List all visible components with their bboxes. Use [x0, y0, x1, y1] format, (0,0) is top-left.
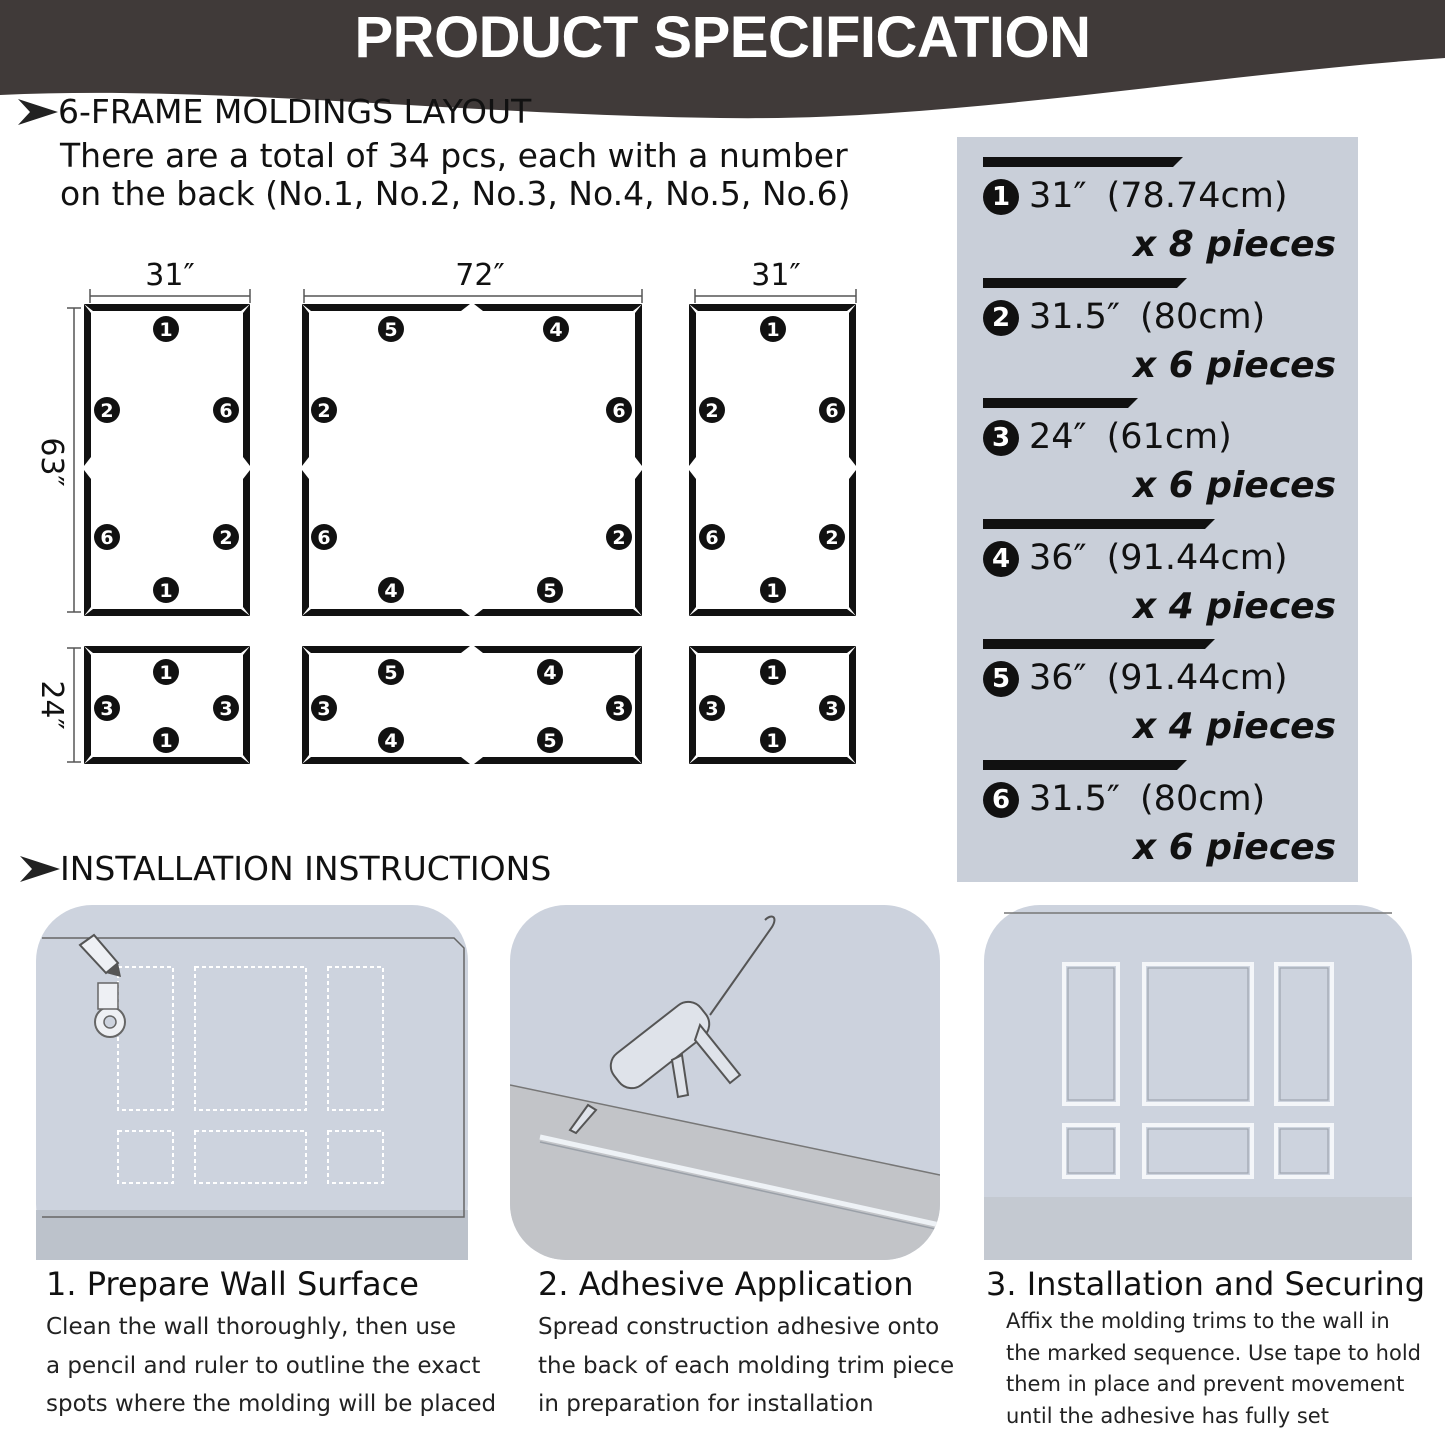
step3-desc-line: the marked sequence. Use tape to hold: [1006, 1338, 1421, 1370]
step3-title: 3. Installation and Securing: [986, 1265, 1425, 1303]
step1-title: 1. Prepare Wall Surface: [46, 1265, 419, 1303]
molding-piece: [302, 757, 470, 764]
svg-text:1: 1: [766, 319, 779, 341]
molding-piece: [302, 646, 470, 653]
molding-piece: [243, 470, 250, 616]
svg-text:4: 4: [384, 580, 397, 602]
molding-piece: [849, 470, 856, 616]
spec-length-bar: [983, 519, 1205, 529]
svg-text:2: 2: [825, 527, 838, 549]
step3-desc-line: Affix the molding trims to the wall in: [1006, 1306, 1421, 1338]
spec-size: 31.5″: [1029, 297, 1120, 337]
step2-desc-line: the back of each molding trim piece: [538, 1347, 954, 1386]
step2-description: [538, 1308, 954, 1424]
piece-number-badge: [543, 316, 569, 342]
svg-text:3: 3: [317, 698, 330, 720]
spec-number-badge: 3: [983, 420, 1019, 456]
layout-intro-line2: on the back (No.1, No.2, No.3, No.4, No.5, No.6): [60, 174, 851, 213]
step1-desc-line: Clean the wall thoroughly, then use: [46, 1308, 496, 1347]
piece-number-badge: [153, 577, 179, 603]
molding-piece: [689, 304, 856, 311]
page-title: PRODUCT SPECIFICATION: [0, 4, 1445, 71]
step1-illustration: [36, 905, 468, 1260]
molding-piece: [302, 646, 309, 764]
spec-size: 36″: [1029, 658, 1087, 698]
piece-number-badge: [94, 695, 120, 721]
step1-desc-line: a pencil and ruler to outline the exact: [46, 1347, 496, 1386]
piece-number-badge: [699, 695, 725, 721]
install-heading: [20, 849, 551, 888]
piece-number-badge: [760, 316, 786, 342]
molding-piece: [84, 646, 91, 764]
piece-number-badge: [153, 316, 179, 342]
step2-desc-line: Spread construction adhesive onto: [538, 1308, 954, 1347]
spec-length-bar: [983, 398, 1128, 408]
svg-text:2: 2: [317, 400, 330, 422]
svg-text:6: 6: [100, 527, 113, 549]
piece-number-badge: [760, 577, 786, 603]
molding-piece: [689, 609, 856, 616]
piece-number-badge: [537, 727, 563, 753]
spec-panel: [957, 137, 1358, 882]
step1-desc-line: spots where the molding will be placed: [46, 1385, 496, 1424]
step2-title: 2. Adhesive Application: [538, 1265, 913, 1303]
svg-text:1: 1: [766, 730, 779, 752]
install-heading-text: INSTALLATION INSTRUCTIONS: [60, 849, 551, 888]
molding-piece: [849, 646, 856, 764]
spec-item-size: [983, 658, 1287, 698]
svg-text:6: 6: [705, 527, 718, 549]
piece-number-badge: [378, 659, 404, 685]
spec-number-badge: 1: [983, 179, 1019, 215]
svg-text:1: 1: [159, 580, 172, 602]
svg-text:4: 4: [549, 319, 562, 341]
step3-illustration: [984, 905, 1412, 1260]
spec-length-bar: [983, 639, 1205, 649]
spec-size: 36″: [1029, 538, 1087, 578]
svg-text:1: 1: [159, 319, 172, 341]
svg-text:3: 3: [100, 698, 113, 720]
piece-number-badge: [213, 397, 239, 423]
molding-piece: [635, 304, 642, 466]
spec-number-badge: 4: [983, 541, 1019, 577]
svg-text:3: 3: [825, 698, 838, 720]
spec-length-bar: [983, 157, 1173, 167]
piece-number-badge: [94, 524, 120, 550]
spec-size: 31.5″: [1029, 779, 1120, 819]
piece-number-badge: [606, 695, 632, 721]
spec-quantity: x 6 pieces: [1133, 465, 1336, 506]
layout-heading-text: 6-FRAME MOLDINGS LAYOUT: [58, 92, 531, 131]
spec-quantity: x 6 pieces: [1133, 827, 1336, 868]
step1-description: [46, 1308, 496, 1424]
svg-text:2: 2: [219, 527, 232, 549]
molding-piece: [689, 646, 696, 764]
molding-piece: [689, 757, 856, 764]
step3-desc-line: until the adhesive has fully set: [1006, 1401, 1421, 1432]
spec-metric: (80cm): [1140, 297, 1265, 337]
svg-text:1: 1: [159, 730, 172, 752]
svg-text:4: 4: [384, 730, 397, 752]
molding-piece: [474, 609, 642, 616]
molding-piece: [84, 304, 91, 466]
svg-text:2: 2: [705, 400, 718, 422]
piece-number-badge: [819, 524, 845, 550]
molding-piece: [84, 470, 91, 616]
svg-text:5: 5: [384, 662, 397, 684]
molding-piece: [635, 646, 642, 764]
svg-text:3: 3: [705, 698, 718, 720]
molding-piece: [689, 470, 696, 616]
layout-heading: [18, 92, 531, 131]
svg-text:2: 2: [612, 527, 625, 549]
piece-number-badge: [311, 695, 337, 721]
molding-piece: [84, 757, 250, 764]
svg-text:6: 6: [317, 527, 330, 549]
step2-illustration: [510, 905, 940, 1260]
dim-short-height: 24″: [34, 680, 69, 729]
spec-metric: (91.44cm): [1107, 538, 1288, 578]
molding-piece: [474, 757, 642, 764]
molding-piece: [302, 304, 470, 311]
moldings-layout-diagram: [0, 250, 900, 780]
piece-number-badge: [94, 397, 120, 423]
spec-metric: (61cm): [1107, 417, 1232, 457]
molding-piece: [302, 609, 470, 616]
spec-quantity: x 4 pieces: [1133, 706, 1336, 747]
molding-piece: [302, 470, 309, 616]
molding-piece: [243, 304, 250, 466]
dim-right-width: 31″: [751, 258, 800, 293]
piece-number-badge: [760, 727, 786, 753]
svg-text:5: 5: [543, 730, 556, 752]
piece-number-badge: [378, 577, 404, 603]
spec-metric: (78.74cm): [1107, 176, 1288, 216]
spec-item-size: [983, 297, 1265, 337]
svg-text:2: 2: [100, 400, 113, 422]
svg-text:6: 6: [612, 400, 625, 422]
step3-description: [1006, 1306, 1421, 1432]
piece-number-badge: [606, 524, 632, 550]
piece-number-badge: [699, 524, 725, 550]
spec-number-badge: 5: [983, 661, 1019, 697]
spec-length-bar: [983, 760, 1177, 770]
piece-number-badge: [311, 397, 337, 423]
spec-number-badge: 2: [983, 300, 1019, 336]
piece-number-badge: [153, 659, 179, 685]
spec-size: 24″: [1029, 417, 1087, 457]
spec-quantity: x 6 pieces: [1133, 345, 1336, 386]
piece-number-badge: [699, 397, 725, 423]
molding-piece: [689, 304, 696, 466]
svg-text:3: 3: [612, 698, 625, 720]
piece-number-badge: [311, 524, 337, 550]
svg-text:5: 5: [543, 580, 556, 602]
svg-text:6: 6: [825, 400, 838, 422]
piece-number-badge: [213, 524, 239, 550]
spec-item-size: [983, 779, 1265, 819]
dim-left-width: 31″: [145, 258, 194, 293]
molding-piece: [474, 646, 642, 653]
molding-piece: [84, 646, 250, 653]
svg-text:1: 1: [766, 580, 779, 602]
svg-text:4: 4: [543, 662, 556, 684]
molding-piece: [243, 646, 250, 764]
spec-metric: (91.44cm): [1107, 658, 1288, 698]
spec-item-size: [983, 538, 1287, 578]
spec-metric: (80cm): [1140, 779, 1265, 819]
step3-desc-line: them in place and prevent movement: [1006, 1369, 1421, 1401]
spec-size: 31″: [1029, 176, 1087, 216]
svg-text:6: 6: [219, 400, 232, 422]
layout-intro-line1: There are a total of 34 pcs, each with a number: [60, 136, 848, 175]
dim-tall-height: 63″: [34, 437, 69, 486]
piece-number-badge: [760, 659, 786, 685]
step2-desc-line: in preparation for installation: [538, 1385, 954, 1424]
molding-piece: [474, 304, 642, 311]
chevron-right-icon: [20, 856, 60, 882]
piece-number-badge: [213, 695, 239, 721]
spec-item-size: [983, 176, 1287, 216]
piece-number-badge: [378, 316, 404, 342]
molding-piece: [635, 470, 642, 616]
chevron-right-icon: [18, 99, 58, 125]
svg-text:3: 3: [219, 698, 232, 720]
spec-number-badge: 6: [983, 782, 1019, 818]
piece-number-badge: [819, 695, 845, 721]
molding-piece: [302, 304, 309, 466]
piece-number-badge: [606, 397, 632, 423]
piece-number-badge: [378, 727, 404, 753]
spec-quantity: x 8 pieces: [1133, 224, 1336, 265]
piece-number-badge: [819, 397, 845, 423]
svg-text:1: 1: [766, 662, 779, 684]
dim-center-width: 72″: [455, 258, 504, 293]
svg-text:5: 5: [384, 319, 397, 341]
piece-number-badge: [537, 577, 563, 603]
spec-quantity: x 4 pieces: [1133, 586, 1336, 627]
molding-piece: [689, 646, 856, 653]
molding-piece: [84, 609, 250, 616]
svg-text:1: 1: [159, 662, 172, 684]
spec-item-size: [983, 417, 1232, 457]
molding-piece: [849, 304, 856, 466]
spec-length-bar: [983, 278, 1177, 288]
piece-number-badge: [537, 659, 563, 685]
molding-piece: [84, 304, 250, 311]
piece-number-badge: [153, 727, 179, 753]
